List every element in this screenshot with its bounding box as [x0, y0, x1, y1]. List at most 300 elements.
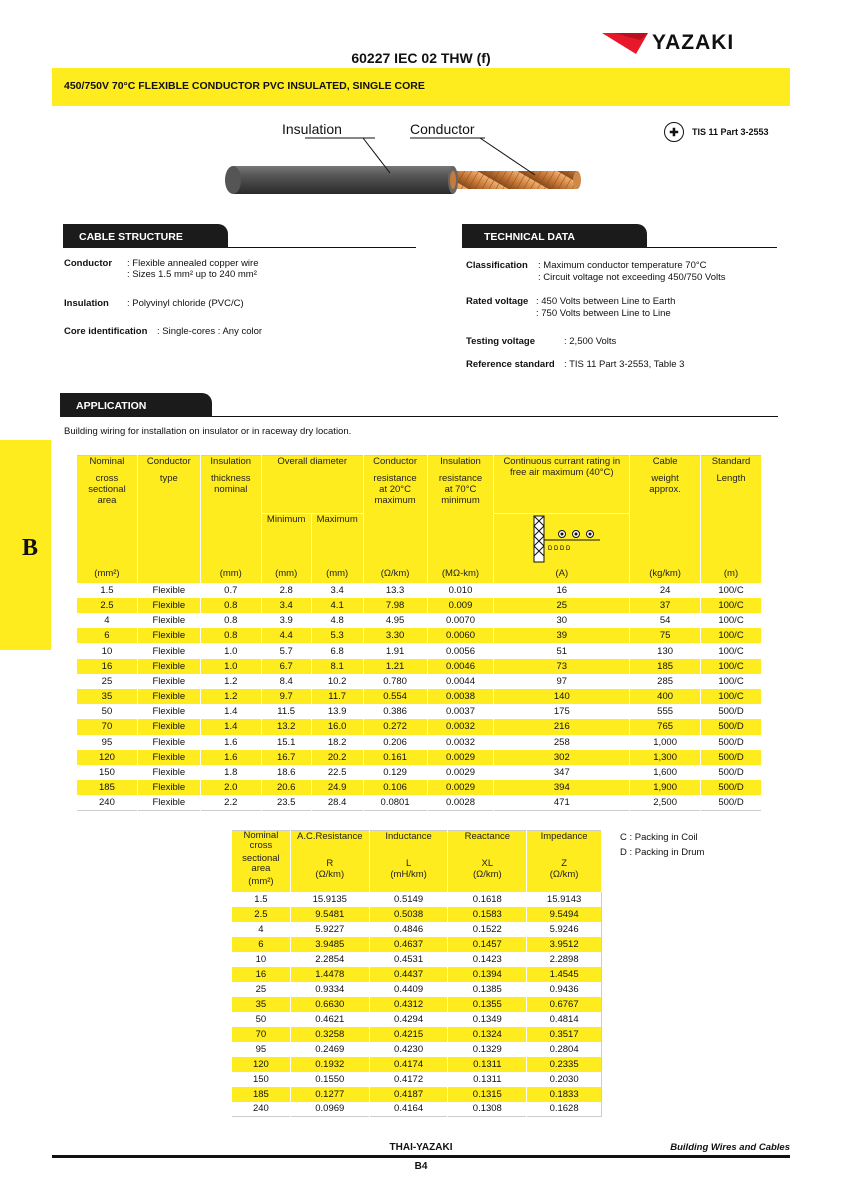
header-insulation-resistance: Insulation resistance at 70°C minimum	[427, 456, 494, 568]
table-cell: 73	[494, 659, 630, 674]
table-row	[77, 674, 762, 689]
classification-key: Classification	[466, 260, 528, 271]
table-cell: 9.5494	[527, 907, 602, 922]
table-cell: Flexible	[137, 780, 200, 795]
table-cell: 555	[630, 704, 701, 719]
unit-length: (m)	[701, 568, 762, 583]
technical-data-heading: TECHNICAL DATA	[462, 224, 647, 248]
table-cell: 0.1324	[448, 1027, 527, 1042]
table-cell: 0.4172	[369, 1072, 448, 1087]
core-identification-value: : Single-cores : Any color	[157, 326, 263, 337]
table-cell: 13.2	[261, 719, 311, 734]
table-cell: Flexible	[137, 795, 200, 810]
table-cell: 0.9334	[290, 982, 369, 997]
table-cell: 10	[232, 952, 291, 967]
table-cell: 75	[630, 628, 701, 643]
table-cell: 1.21	[363, 659, 427, 674]
table-cell: 2.2898	[527, 952, 602, 967]
table-cell: 0.1522	[448, 922, 527, 937]
table-cell: 95	[77, 735, 138, 750]
table-cell: 500/D	[701, 750, 762, 765]
table-cell: 25	[494, 598, 630, 613]
table-cell: 100/C	[701, 643, 762, 658]
conductor-leader	[480, 138, 535, 175]
table-cell: 500/D	[701, 735, 762, 750]
testing-voltage-value: : 2,500 Volts	[564, 336, 617, 347]
table-cell: 1,000	[630, 735, 701, 750]
table-cell: 10	[77, 643, 138, 658]
table-cell: 0.0044	[427, 674, 494, 689]
table-cell: 100/C	[701, 613, 762, 628]
table-cell: 3.30	[363, 628, 427, 643]
table-cell: 4	[232, 922, 291, 937]
ac-characteristics-table	[231, 830, 602, 1117]
table-cell: 1.8	[200, 765, 261, 780]
note-drum: D : Packing in Drum	[620, 847, 705, 858]
table-cell: 2.5	[77, 598, 138, 613]
table-cell: 16	[232, 967, 291, 982]
table-cell: 5.7	[261, 643, 311, 658]
rated-voltage-key: Rated voltage	[466, 296, 529, 307]
table-cell: 1.4	[200, 719, 261, 734]
table-cell: 185	[630, 659, 701, 674]
table-cell: 0.129	[363, 765, 427, 780]
unit-od-max: (mm)	[311, 568, 363, 583]
table-cell: 0.386	[363, 704, 427, 719]
header-od-max: Maximum	[311, 514, 363, 568]
table-cell: 100/C	[701, 689, 762, 704]
table-cell: 0.0060	[427, 628, 494, 643]
table-row	[232, 922, 602, 937]
unit-thickness: (mm)	[200, 568, 261, 583]
table-cell: 150	[77, 765, 138, 780]
classification-value-1: : Maximum conductor temperature 70°C	[538, 260, 707, 271]
table-cell: 0.0046	[427, 659, 494, 674]
table-cell: 25	[77, 674, 138, 689]
table-cell: 0.1833	[527, 1087, 602, 1102]
header-inductance: Inductance L (mH/km)	[369, 831, 448, 892]
note-coil: C : Packing in Coil	[620, 832, 698, 843]
table-cell: 39	[494, 628, 630, 643]
table-cell: Flexible	[137, 735, 200, 750]
table-cell: 97	[494, 674, 630, 689]
table-cell: 0.1423	[448, 952, 527, 967]
table-row	[232, 952, 602, 967]
table-cell: 0.9436	[527, 982, 602, 997]
unit-od-min: (mm)	[261, 568, 311, 583]
table-cell: 471	[494, 795, 630, 810]
table-cell: 0.010	[427, 583, 494, 598]
unit-weight: (kg/km)	[630, 568, 701, 583]
table-cell: 0.4621	[290, 1012, 369, 1027]
insulation-value: : Polyvinyl chloride (PVC/C)	[127, 298, 244, 309]
table-cell: 0.1329	[448, 1042, 527, 1057]
table-cell: 1,300	[630, 750, 701, 765]
table-cell: 0.554	[363, 689, 427, 704]
table-cell: 0.0056	[427, 643, 494, 658]
table-cell: 6.7	[261, 659, 311, 674]
table-cell: 20.6	[261, 780, 311, 795]
table-cell: 0.0038	[427, 689, 494, 704]
reference-standard-value: : TIS 11 Part 3-2553, Table 3	[564, 359, 685, 370]
table-cell: 0.1349	[448, 1012, 527, 1027]
table-cell: 4.4	[261, 628, 311, 643]
table-row	[232, 967, 602, 982]
table-cell: 0.780	[363, 674, 427, 689]
table-row	[77, 765, 762, 780]
table-cell: 0.0032	[427, 719, 494, 734]
table-cell: 0.4187	[369, 1087, 448, 1102]
table-cell: 0.1308	[448, 1102, 527, 1117]
table-cell: 3.9	[261, 613, 311, 628]
table-cell: 0.0029	[427, 765, 494, 780]
table-cell: 16.7	[261, 750, 311, 765]
unit-current: (A)	[494, 568, 630, 583]
table-cell: 3.9485	[290, 937, 369, 952]
brand-name: YAZAKI	[652, 31, 735, 54]
table-cell: 0.0032	[427, 735, 494, 750]
header-standard-length: Standard Length	[701, 456, 762, 568]
header-conductor-type: Conductor type	[137, 456, 200, 568]
table-cell: 0.6630	[290, 997, 369, 1012]
table-cell: 1.5	[77, 583, 138, 598]
table-cell: 50	[232, 1012, 291, 1027]
table-cell: Flexible	[137, 659, 200, 674]
core-identification-key: Core identification	[64, 326, 148, 337]
table-cell: 22.5	[311, 765, 363, 780]
table-cell: 120	[232, 1057, 291, 1072]
table-cell: 6	[77, 628, 138, 643]
unit-type	[137, 568, 200, 583]
table-cell: 4.8	[311, 613, 363, 628]
application-heading: APPLICATION	[60, 393, 212, 417]
table-cell: 1.5	[232, 892, 291, 907]
tis-text: TIS 11 Part 3-2553	[692, 127, 769, 137]
table-row	[77, 659, 762, 674]
section-tab	[0, 440, 51, 650]
table-cell: 0.4637	[369, 937, 448, 952]
table-cell: 6.8	[311, 643, 363, 658]
cable-insulation	[225, 166, 458, 194]
table-cell: 120	[77, 750, 138, 765]
table-cell: 0.4174	[369, 1057, 448, 1072]
table-cell: 24	[630, 583, 701, 598]
table-row	[232, 1042, 602, 1057]
table-row	[232, 1012, 602, 1027]
cable-structure-section	[63, 224, 416, 248]
insulation-key: Insulation	[64, 298, 109, 309]
table-cell: 2.8	[261, 583, 311, 598]
table-cell: 6	[232, 937, 291, 952]
table-cell: Flexible	[137, 613, 200, 628]
table-cell: 0.106	[363, 780, 427, 795]
table-cell: 0.2030	[527, 1072, 602, 1087]
tis-certification-icon: ✚	[664, 122, 684, 142]
table-cell: 0.4294	[369, 1012, 448, 1027]
table-cell: 95	[232, 1042, 291, 1057]
table-row	[77, 795, 762, 810]
table-row	[232, 1072, 602, 1087]
header-current-rating: Continuous currant rating in free air maximum (40°C)	[494, 456, 630, 514]
footer-rule	[52, 1155, 790, 1158]
table-cell: 0.009	[427, 598, 494, 613]
table-cell: 0.272	[363, 719, 427, 734]
table-cell: Flexible	[137, 689, 200, 704]
page-title: 60227 IEC 02 THW (f)	[351, 50, 491, 66]
table-cell: 500/D	[701, 765, 762, 780]
table-cell: 1,600	[630, 765, 701, 780]
table-cell: 240	[77, 795, 138, 810]
table-cell: 175	[494, 704, 630, 719]
table-cell: Flexible	[137, 628, 200, 643]
table-cell: 185	[232, 1087, 291, 1102]
header-insulation-thickness: Insulation thickness nominal	[200, 456, 261, 568]
table-cell: 8.4	[261, 674, 311, 689]
table-cell: 0.2469	[290, 1042, 369, 1057]
table-cell: 13.9	[311, 704, 363, 719]
table-cell: 37	[630, 598, 701, 613]
table-row	[232, 997, 602, 1012]
table-cell: 18.6	[261, 765, 311, 780]
application-section	[60, 393, 778, 417]
insulation-label: Insulation	[282, 121, 342, 137]
table-cell: 0.0029	[427, 750, 494, 765]
table-cell: 0.8	[200, 628, 261, 643]
table-cell: 0.1385	[448, 982, 527, 997]
table-cell: 1.2	[200, 674, 261, 689]
table-cell: 100/C	[701, 628, 762, 643]
table-row	[232, 1057, 602, 1072]
table-row	[77, 689, 762, 704]
table-row	[77, 643, 762, 658]
table-cell: Flexible	[137, 765, 200, 780]
table-cell: 140	[494, 689, 630, 704]
table-row	[77, 780, 762, 795]
table-cell: 500/D	[701, 780, 762, 795]
table-cell: 0.3517	[527, 1027, 602, 1042]
table-cell: 16.0	[311, 719, 363, 734]
table-cell: 5.3	[311, 628, 363, 643]
footer-category: Building Wires and Cables	[670, 1142, 790, 1153]
classification-value-2: : Circuit voltage not exceeding 450/750 Volts	[538, 272, 726, 283]
table-row	[232, 937, 602, 952]
table-cell: 16	[77, 659, 138, 674]
table-cell: 500/D	[701, 704, 762, 719]
table-row	[232, 1102, 602, 1117]
table-row	[232, 982, 602, 997]
table-cell: 1.4478	[290, 967, 369, 982]
table-cell: 0.8	[200, 613, 261, 628]
rated-voltage-value-1: : 450 Volts between Line to Earth	[536, 296, 676, 307]
table-cell: 5.9227	[290, 922, 369, 937]
table-cell: 1.6	[200, 750, 261, 765]
testing-voltage-key: Testing voltage	[466, 336, 535, 347]
table-cell: 0.1628	[527, 1102, 602, 1117]
table-cell: Flexible	[137, 750, 200, 765]
table-cell: 1.0	[200, 659, 261, 674]
table-cell: 7.98	[363, 598, 427, 613]
table-cell: 70	[232, 1027, 291, 1042]
table-cell: 0.2804	[527, 1042, 602, 1057]
table-cell: 1.4545	[527, 967, 602, 982]
table-cell: 0.4312	[369, 997, 448, 1012]
table-cell: 285	[630, 674, 701, 689]
table-cell: 1.2	[200, 689, 261, 704]
table-row	[77, 704, 762, 719]
table-cell: 0.0028	[427, 795, 494, 810]
table-cell: 35	[77, 689, 138, 704]
table-cell: 0.3258	[290, 1027, 369, 1042]
header-reactance: Reactance XL (Ω/km)	[448, 831, 527, 892]
table-cell: 30	[494, 613, 630, 628]
table-cell: 0.4531	[369, 952, 448, 967]
table-cell: 3.4	[261, 598, 311, 613]
header-ac-resistance: A.C.Resistance R (Ω/km)	[290, 831, 369, 892]
table-cell: 0.206	[363, 735, 427, 750]
table-cell: 0.2335	[527, 1057, 602, 1072]
table-cell: 500/D	[701, 719, 762, 734]
spec-banner	[52, 68, 790, 106]
table-cell: 70	[77, 719, 138, 734]
table-cell: 0.0801	[363, 795, 427, 810]
table-cell: 23.5	[261, 795, 311, 810]
table-cell: 3.4	[311, 583, 363, 598]
unit-conductor-resistance: (Ω/km)	[363, 568, 427, 583]
yazaki-logo	[600, 30, 785, 56]
table-cell: Flexible	[137, 643, 200, 658]
table-cell: 0.4215	[369, 1027, 448, 1042]
table-cell: 4	[77, 613, 138, 628]
table-cell: 2.2	[200, 795, 261, 810]
table-cell: 185	[77, 780, 138, 795]
technical-data-section	[462, 224, 777, 248]
header-conductor-resistance: Conductor resistance at 20°C maximum	[363, 456, 427, 568]
table-row	[77, 628, 762, 643]
table-cell: 216	[494, 719, 630, 734]
table-cell: 1.4	[200, 704, 261, 719]
unit-area: (mm²)	[77, 568, 138, 583]
header-nominal-area: Nominal cross sectional area (mm²)	[232, 831, 291, 892]
table-cell: 0.1355	[448, 997, 527, 1012]
table-cell: 1,900	[630, 780, 701, 795]
table-row	[232, 1087, 602, 1102]
table-cell: 10.2	[311, 674, 363, 689]
table-cell: 0.4164	[369, 1102, 448, 1117]
table-cell: 51	[494, 643, 630, 658]
tis-mark	[664, 122, 769, 142]
conductor-value-1: : Flexible annealed copper wire	[127, 258, 259, 269]
table-cell: 50	[77, 704, 138, 719]
table-cell: 100/C	[701, 583, 762, 598]
table-cell: 0.1311	[448, 1072, 527, 1087]
table-cell: 500/D	[701, 795, 762, 810]
table-cell: 0.1311	[448, 1057, 527, 1072]
table-cell: Flexible	[137, 598, 200, 613]
table-cell: 24.9	[311, 780, 363, 795]
spec-table	[76, 455, 762, 811]
table-cell: 0.161	[363, 750, 427, 765]
reference-standard-key: Reference standard	[466, 359, 555, 370]
header-od-min: Minimum	[261, 514, 311, 568]
table-cell: 0.7	[200, 583, 261, 598]
unit-insulation-resistance: (MΩ-km)	[427, 568, 494, 583]
table-cell: 20.2	[311, 750, 363, 765]
footer-brand: THAI-YAZAKI	[389, 1142, 453, 1153]
table-row	[77, 735, 762, 750]
header-cable-weight: Cable weight approx.	[630, 456, 701, 568]
table-cell: 302	[494, 750, 630, 765]
table-cell: 18.2	[311, 735, 363, 750]
table-cell: 1.0	[200, 643, 261, 658]
table-cell: 0.1550	[290, 1072, 369, 1087]
header-nominal: Nominal cross sectional area	[77, 456, 138, 568]
svg-text:D D D D: D D D D	[547, 546, 571, 553]
table-cell: 0.4409	[369, 982, 448, 997]
table-cell: 394	[494, 780, 630, 795]
header-impedance: Impedance Z (Ω/km)	[527, 831, 602, 892]
table-cell: 3.9512	[527, 937, 602, 952]
table-cell: 11.5	[261, 704, 311, 719]
table-cell: 2.2854	[290, 952, 369, 967]
table-cell: 100/C	[701, 674, 762, 689]
table-cell: 9.7	[261, 689, 311, 704]
table-cell: 2.0	[200, 780, 261, 795]
table-cell: 0.0969	[290, 1102, 369, 1117]
table-cell: 0.1583	[448, 907, 527, 922]
table-cell: 0.1932	[290, 1057, 369, 1072]
table-cell: 0.0070	[427, 613, 494, 628]
table-cell: 16	[494, 583, 630, 598]
section-letter: B	[22, 535, 39, 561]
table-cell: 0.1394	[448, 967, 527, 982]
cable-conductor	[445, 171, 581, 189]
table-cell: 13.3	[363, 583, 427, 598]
table-cell: 150	[232, 1072, 291, 1087]
table-row	[232, 892, 602, 907]
table-row	[77, 583, 762, 598]
table-cell: Flexible	[137, 719, 200, 734]
table-row	[77, 719, 762, 734]
table-cell: 5.9246	[527, 922, 602, 937]
table-cell: 258	[494, 735, 630, 750]
free-air-installation-icon	[522, 514, 602, 564]
table-cell: 240	[232, 1102, 291, 1117]
table-cell: Flexible	[137, 583, 200, 598]
table-cell: Flexible	[137, 704, 200, 719]
table-row	[232, 1027, 602, 1042]
table-cell: 35	[232, 997, 291, 1012]
packing-notes	[620, 830, 704, 860]
table-cell: 28.4	[311, 795, 363, 810]
table-cell: 15.9135	[290, 892, 369, 907]
yazaki-swoosh-icon	[600, 30, 650, 56]
table-cell: 100/C	[701, 598, 762, 613]
table-cell: 1.91	[363, 643, 427, 658]
table-cell: 130	[630, 643, 701, 658]
cable-diagram	[215, 135, 595, 205]
table-cell: 400	[630, 689, 701, 704]
table-cell: 9.5481	[290, 907, 369, 922]
table-cell: 0.8	[200, 598, 261, 613]
table-cell: 0.4846	[369, 922, 448, 937]
table-row	[232, 907, 602, 922]
table-cell: 15.9143	[527, 892, 602, 907]
table-cell: 4.95	[363, 613, 427, 628]
table-cell: 4.1	[311, 598, 363, 613]
table-cell: 1.6	[200, 735, 261, 750]
table-row	[77, 750, 762, 765]
table-cell: 2,500	[630, 795, 701, 810]
